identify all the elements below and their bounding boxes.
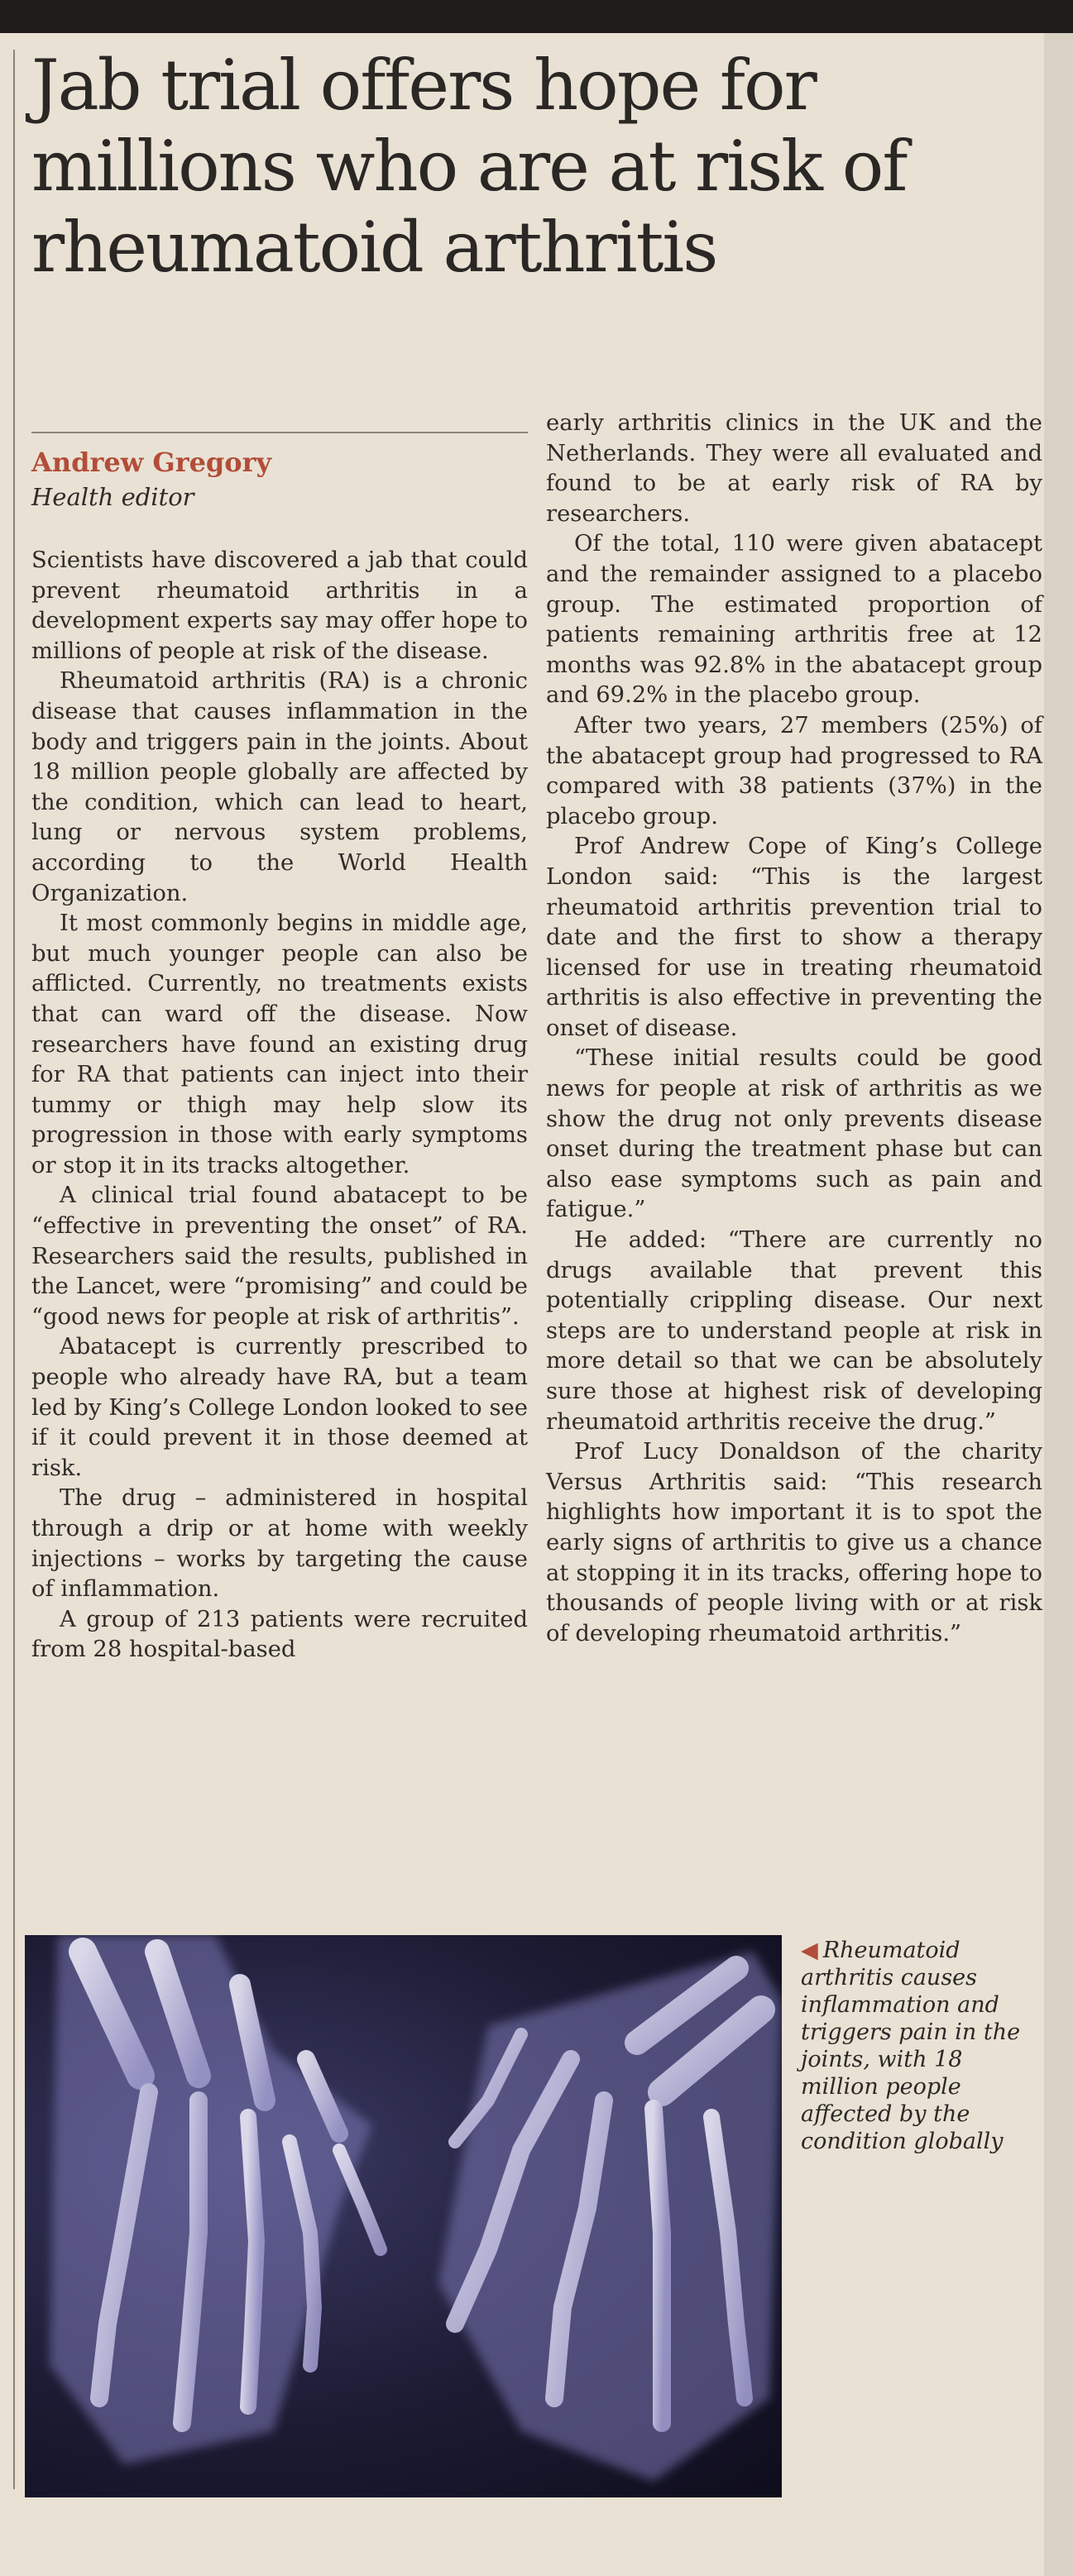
paragraph: Of the total, 110 were given abatacept and the remainder assigned to a placebo group. The estimated proportion of patients remaining arthritis free at 12 months was 92.8% in the abatacept group and 69.2% in the placebo group. <box>546 531 1042 709</box>
author-role: Health editor <box>31 483 194 511</box>
paragraph: The drug – administered in hospital through a drip or at home with weekly injections – works by targeting the cause of inflammation. <box>31 1485 528 1603</box>
article-column-2 <box>546 409 1042 1649</box>
paragraph: early arthritis clinics in the UK and the Netherlands. They were all evaluated and found to be at early risk of RA by researchers. <box>546 410 1042 527</box>
column-rule-left <box>13 50 15 2489</box>
x-ray-hands-icon <box>25 1935 782 2497</box>
author-name: Andrew Gregory <box>31 447 272 478</box>
article-column-1 <box>31 546 528 1666</box>
page-right-edge <box>1044 33 1073 2576</box>
paragraph: After two years, 27 members (25%) of the abatacept group had progressed to RA compared with 38 patients (37%) in the placebo group. <box>546 712 1042 829</box>
paragraph: He added: “There are currently no drugs available that prevent this potentially crippling disease. Our next steps are to understand people at risk in more detail so that we can be absolutely sure those at highest risk of developing rheumatoid arthritis receive the drug.” <box>546 1227 1042 1435</box>
photo-caption <box>801 1937 1024 2155</box>
paragraph: It most commonly begins in middle age, but much younger people can also be afflicted. Currently, no treatments exists that can ward off the disease. Now researchers have found an existing drug for RA that patients can inject into their tummy or thigh may help slow its progression in those with early symptoms or stop it in its tracks altogether. <box>31 910 528 1178</box>
paragraph: Prof Lucy Donaldson of the charity Versus Arthritis said: “This research highlights how important it is to spot the early signs of arthritis to give us a chance at stopping it in its tracks, offering hope to thousands of people living with or at risk of developing rheumatoid arthritis.” <box>546 1439 1042 1646</box>
article-headline: Jab trial offers hope for millions who are at risk of rheumatoid arthritis <box>31 45 907 288</box>
paragraph: Scientists have discovered a jab that could prevent rheumatoid arthritis in a development experts say may offer hope to millions of people at risk of the disease. <box>31 547 528 664</box>
x-ray-hands-photo <box>25 1935 782 2497</box>
top-dark-edge <box>0 0 1073 33</box>
paragraph: Abatacept is currently prescribed to people who already have RA, but a team led by King’s College London looked to see if it could prevent it in those deemed at risk. <box>31 1334 528 1481</box>
paragraph: A clinical trial found abatacept to be “effective in preventing the onset” of RA. Researchers said the results, published in the Lancet, were “promising” and could be “good news for people at risk of arthritis”. <box>31 1183 528 1330</box>
paragraph: Prof Andrew Cope of King’s College London said: “This is the largest rheumatoid arthritis prevention trial to date and the first to show a therapy licensed for use in treating rheumatoid arthritis is also effective in preventing the onset of disease. <box>546 834 1042 1041</box>
paragraph: “These initial results could be good news for people at risk of arthritis as we show the drug not only prevents disease onset during the treatment phase but can also ease symptoms such as pain and fatigue.” <box>546 1045 1042 1223</box>
byline-divider <box>31 432 528 433</box>
caption-arrow-icon: ◀ <box>801 1938 818 1963</box>
paragraph: A group of 213 patients were recruited from 28 hospital-based <box>31 1606 528 1663</box>
paragraph: Rheumatoid arthritis (RA) is a chronic disease that causes inflammation in the body and triggers pain in the joints. About 18 million people globally are affected by the condition, which can lead to heart, lung or nervous system problems, according to the World Health Organization. <box>31 668 528 906</box>
caption-text: Rheumatoid arthritis causes inflammation and triggers pain in the joints, with 18 million people affected by the condition globally <box>801 1938 1021 2154</box>
